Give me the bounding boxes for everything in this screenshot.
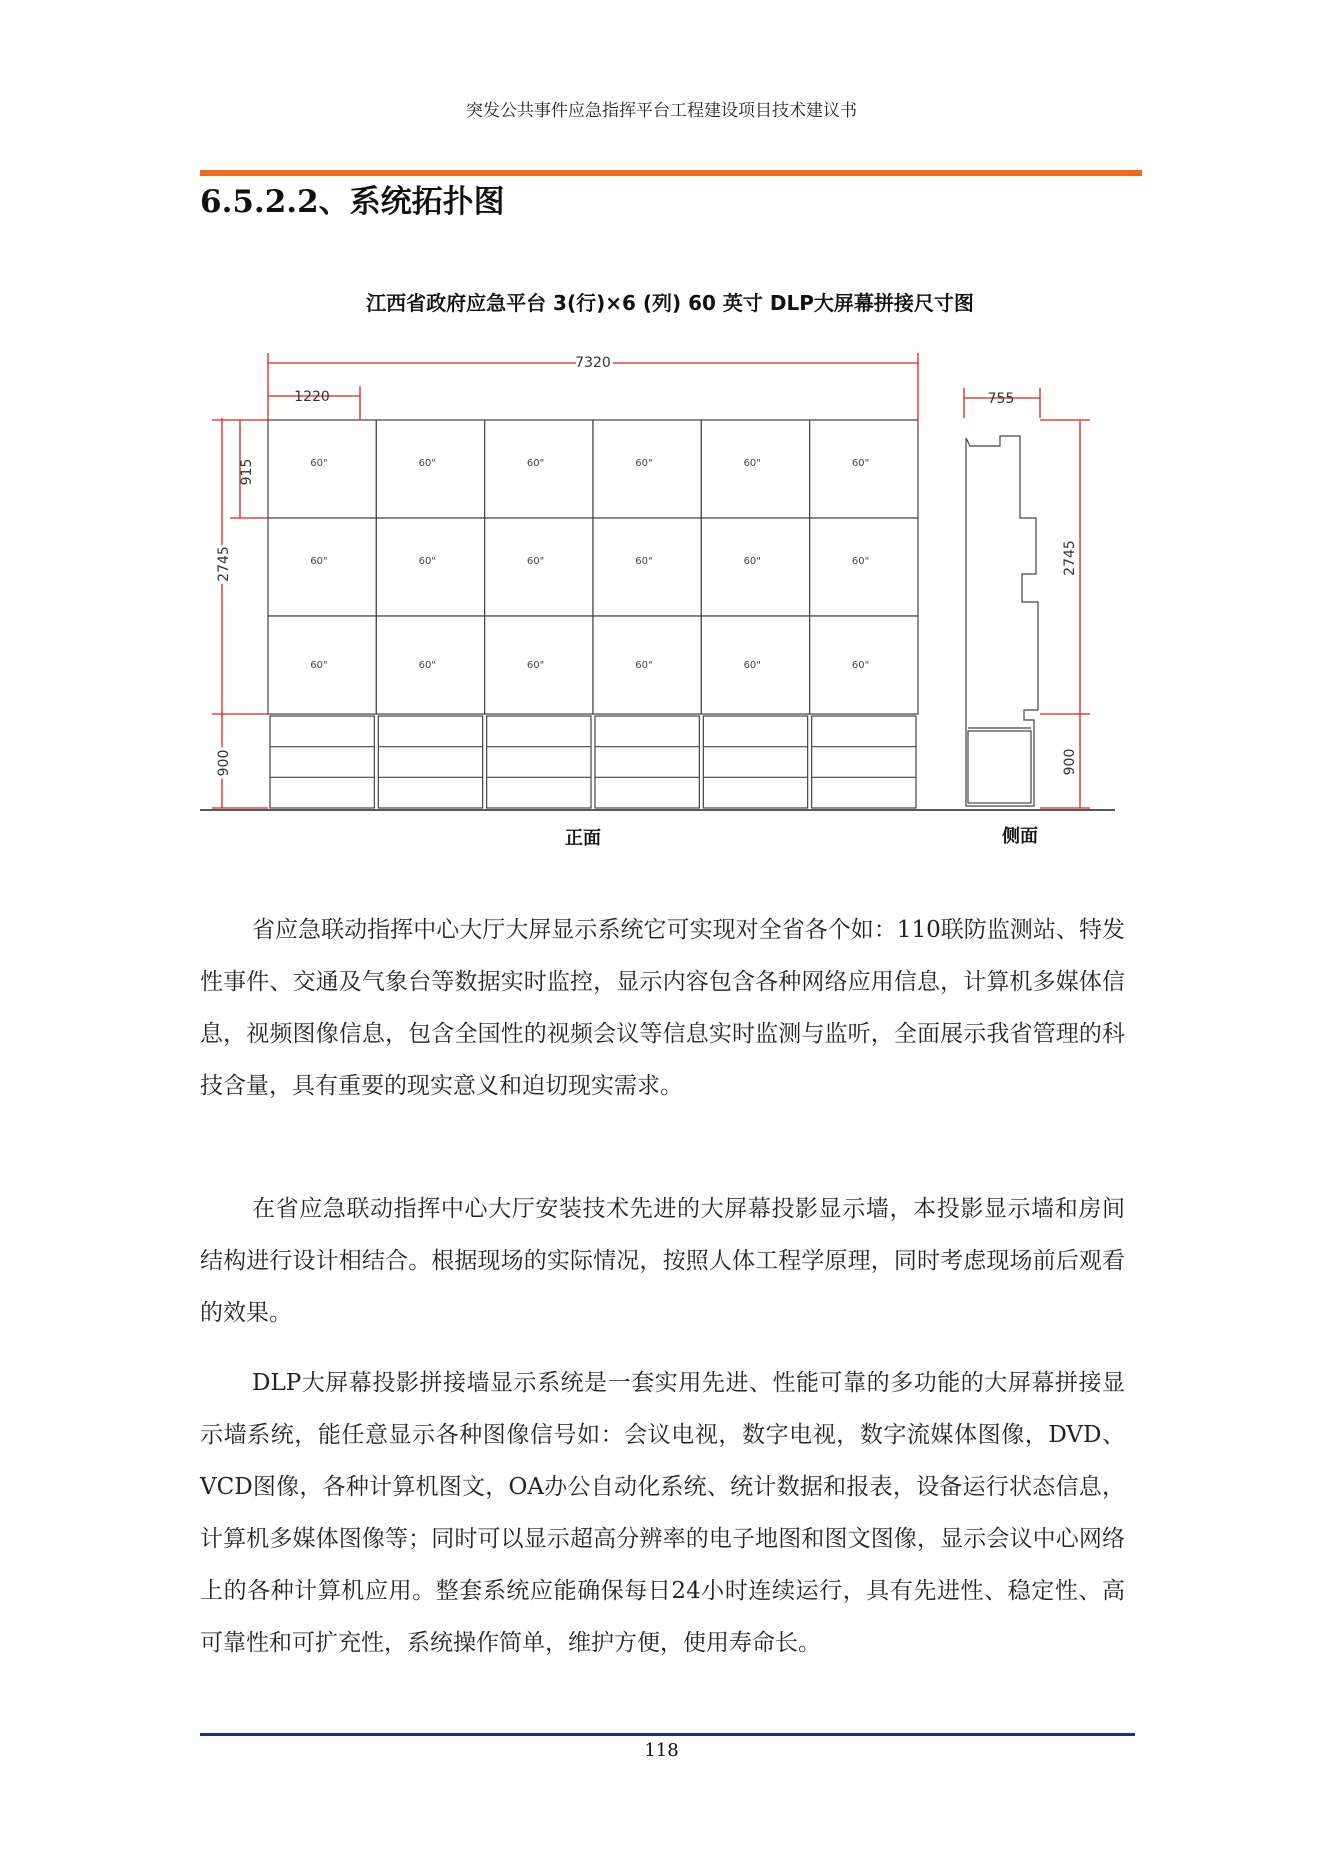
side-view-label: 侧面 [1002, 826, 1038, 847]
screen-cell [268, 518, 376, 616]
screen-size-label: 60" [526, 458, 545, 469]
dim-cell-width: 1220 [294, 389, 330, 405]
screen-grid [268, 420, 918, 714]
dim-base-height: 900 [216, 749, 232, 777]
screen-size-label: 60" [743, 556, 761, 567]
front-view-label: 正面 [565, 828, 601, 849]
screen-cell [701, 518, 809, 616]
cabinet-column [595, 716, 699, 808]
dim-cell-height: 915 [239, 458, 255, 486]
screen-cell [593, 518, 701, 616]
dim-side-base: 900 [1062, 748, 1078, 776]
cabinet-column [703, 716, 807, 808]
page-number: 118 [644, 1740, 679, 1761]
screen-size-label: 60" [310, 458, 328, 469]
screen-cell [810, 420, 918, 518]
screen-size-label: 60" [418, 660, 436, 671]
screen-cell [268, 420, 376, 518]
screen-cell [810, 518, 918, 616]
screen-size-label: 60" [526, 660, 545, 671]
page-header-title: 突发公共事件应急指挥平台工程建设项目技术建议书 [466, 101, 857, 121]
cabinet-column [270, 716, 374, 808]
screen-size-label: 60" [418, 458, 436, 469]
paragraph-2: 在省应急联动指挥中心大厅安装技术先进的大屏幕投影显示墙，本投影显示墙和房间结构进行设计相结合。根据现场的实际情况，按照人体工程学原理，同时考虑现场前后观看的效果。 [200, 1196, 1125, 1326]
screen-size-label: 60" [635, 556, 653, 567]
base-cabinet [270, 716, 916, 808]
cabinet-column [812, 716, 916, 808]
screen-size-label: 60" [635, 660, 653, 671]
paragraph-1: 省应急联动指挥中心大厅大屏显示系统它可实现对全省各个如：110联防监测站、特发性事件、交通及气象台等数据实时监控，显示内容包含各种网络应用信息，计算机多媒体信息，视频图像信息，包含全国性的视频会议等信息实时监测与监听，全面展示我省管理的科技含量，具有重要的现实意义和迫切现实需求。 [200, 917, 1125, 1099]
screen-size-label: 60" [310, 556, 328, 567]
screen-size-label: 60" [743, 660, 761, 671]
screen-size-label: 60" [418, 556, 436, 567]
figure-title: 江西省政府应急平台 3(行)×6 (列) 60 英寸 DLP大屏幕拼接尺寸图 [366, 291, 974, 315]
screen-size-label: 60" [851, 556, 870, 567]
section-heading: 6.5.2.2、系统拓扑图 [200, 184, 505, 220]
dim-side-depth: 755 [987, 391, 1015, 407]
screen-size-label: 60" [851, 458, 870, 469]
side-view [966, 436, 1038, 806]
screen-cell [485, 518, 593, 616]
cabinet-column [487, 716, 591, 808]
screen-cell [593, 420, 701, 518]
dim-total-width: 7320 [575, 355, 611, 371]
dim-screen-height: 2745 [216, 546, 232, 582]
screen-size-label: 60" [635, 458, 653, 469]
screen-size-label: 60" [851, 660, 870, 671]
screen-cell [485, 420, 593, 518]
screen-cell [376, 420, 484, 518]
screen-size-label: 60" [743, 458, 761, 469]
screen-size-label: 60" [310, 660, 328, 671]
screen-cell [376, 518, 484, 616]
screen-cell [701, 420, 809, 518]
dlp-wall-diagram [200, 268, 1140, 868]
footer-divider [200, 1733, 1135, 1736]
paragraph-3: DLP大屏幕投影拼接墙显示系统是一套实用先进、性能可靠的多功能的大屏幕拼接显示墙系统，能任意显示各种图像信号如：会议电视，数字电视，数字流媒体图像，DVD、VCD图像，各种计算机图文，OA办公自动化系统、统计数据和报表，设备运行状态信息，计算机多媒体图像等；同时可以显示超高分辨率的电子地图和图文图像，显示会议中心网络上的各种计算机应用。整套系统应能确保每日24小时连续运行，具有先进性、稳定性、高可靠性和可扩充性，系统操作简单，维护方便，使用寿命长。 [200, 1370, 1125, 1656]
cabinet-column [378, 716, 482, 808]
dim-side-height: 2745 [1062, 540, 1078, 576]
screen-size-label: 60" [526, 556, 545, 567]
